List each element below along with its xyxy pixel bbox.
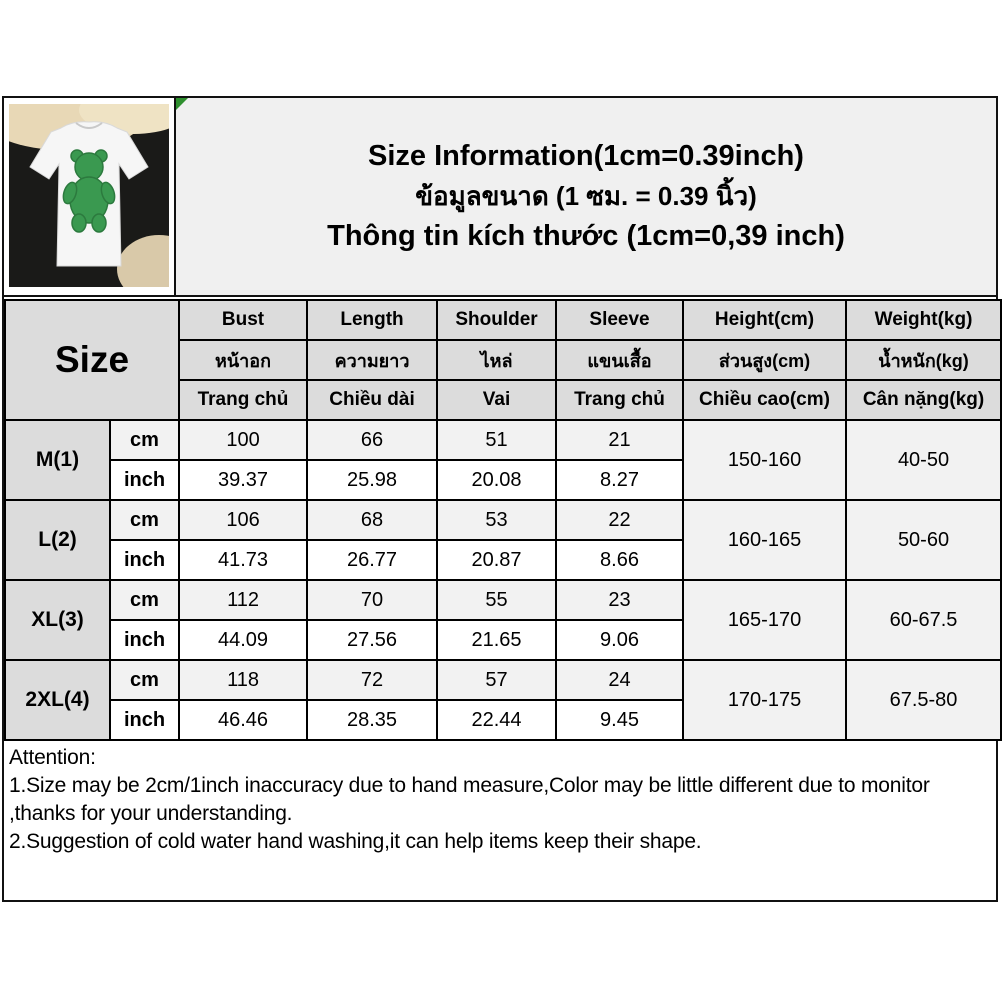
- measurement-value: 25.98: [307, 460, 437, 500]
- column-header-height-vi: Chiều cao(cm): [683, 380, 846, 420]
- title-english: Size Information(1cm=0.39inch): [368, 140, 804, 172]
- tshirt-bear-image: [9, 104, 169, 287]
- attention-heading: Attention:: [9, 746, 96, 769]
- measurement-value: 22.44: [437, 700, 556, 740]
- weight-range: 67.5-80: [846, 660, 1001, 740]
- measurement-value: 53: [437, 500, 556, 540]
- column-header-height-th: ส่วนสูง(cm): [683, 340, 846, 380]
- weight-range: 60-67.5: [846, 580, 1001, 660]
- table-row: [5, 660, 1001, 700]
- title-vietnamese: Thông tin kích thước (1cm=0,39 inch): [327, 220, 845, 252]
- attention-note-1: 1.Size may be 2cm/1inch inaccuracy due to hand measure,Color may be little different due to monitor ,thanks for your understanding.: [9, 774, 930, 825]
- height-range: 165-170: [683, 580, 846, 660]
- unit-label-inch: inch: [110, 540, 179, 580]
- column-header-weight-vi: Cân nặng(kg): [846, 380, 1001, 420]
- column-header-height: Height(cm): [683, 300, 846, 340]
- weight-range: 40-50: [846, 420, 1001, 500]
- unit-label-cm: cm: [110, 660, 179, 700]
- table-row: [5, 420, 1001, 460]
- table-row: [5, 580, 1001, 620]
- column-header-bust-th: หน้าอก: [179, 340, 307, 380]
- size-table: [4, 299, 1002, 741]
- column-header-shoulder-th: ไหล่: [437, 340, 556, 380]
- measurement-value: 112: [179, 580, 307, 620]
- measurement-value: 20.08: [437, 460, 556, 500]
- measurement-value: 9.45: [556, 700, 683, 740]
- product-photo: [4, 98, 176, 295]
- measurement-value: 27.56: [307, 620, 437, 660]
- unit-label-inch: inch: [110, 700, 179, 740]
- measurement-value: 21.65: [437, 620, 556, 660]
- unit-label-inch: inch: [110, 460, 179, 500]
- measurement-value: 41.73: [179, 540, 307, 580]
- weight-range: 50-60: [846, 500, 1001, 580]
- size-row-label: M(1): [5, 420, 110, 500]
- measurement-value: 20.87: [437, 540, 556, 580]
- unit-label-cm: cm: [110, 500, 179, 540]
- measurement-value: 66: [307, 420, 437, 460]
- table-row: [5, 500, 1001, 540]
- measurement-value: 100: [179, 420, 307, 460]
- title-area: [176, 98, 996, 295]
- attention-section: [4, 741, 996, 900]
- height-range: 170-175: [683, 660, 846, 740]
- column-header-shoulder: Shoulder: [437, 300, 556, 340]
- measurement-value: 8.66: [556, 540, 683, 580]
- header-row-english: [5, 300, 1001, 340]
- column-header-bust-vi: Trang chủ: [179, 380, 307, 420]
- size-row-label: 2XL(4): [5, 660, 110, 740]
- attention-note-2: 2.Suggestion of cold water hand washing,it can help items keep their shape.: [9, 830, 702, 853]
- measurement-value: 23: [556, 580, 683, 620]
- measurement-value: 9.06: [556, 620, 683, 660]
- column-header-sleeve: Sleeve: [556, 300, 683, 340]
- measurement-value: 51: [437, 420, 556, 460]
- height-range: 150-160: [683, 420, 846, 500]
- measurement-value: 28.35: [307, 700, 437, 740]
- unit-label-cm: cm: [110, 420, 179, 460]
- column-header-length-th: ความยาว: [307, 340, 437, 380]
- unit-label-inch: inch: [110, 620, 179, 660]
- size-row-label: L(2): [5, 500, 110, 580]
- column-header-sleeve-vi: Trang chủ: [556, 380, 683, 420]
- size-header-cell: Size: [5, 300, 179, 420]
- content-box: [2, 96, 998, 902]
- measurement-value: 8.27: [556, 460, 683, 500]
- measurement-value: 72: [307, 660, 437, 700]
- measurement-value: 26.77: [307, 540, 437, 580]
- column-header-sleeve-th: แขนเสื้อ: [556, 340, 683, 380]
- title-thai: ข้อมูลขนาด (1 ซม. = 0.39 นิ้ว): [415, 181, 757, 211]
- column-header-shoulder-vi: Vai: [437, 380, 556, 420]
- measurement-value: 70: [307, 580, 437, 620]
- column-header-weight: Weight(kg): [846, 300, 1001, 340]
- green-corner-icon: [176, 98, 188, 110]
- top-section: [4, 98, 996, 297]
- measurement-value: 21: [556, 420, 683, 460]
- measurement-value: 68: [307, 500, 437, 540]
- measurement-value: 39.37: [179, 460, 307, 500]
- column-header-length: Length: [307, 300, 437, 340]
- measurement-value: 57: [437, 660, 556, 700]
- measurement-value: 22: [556, 500, 683, 540]
- measurement-value: 106: [179, 500, 307, 540]
- column-header-length-vi: Chiều dài: [307, 380, 437, 420]
- measurement-value: 24: [556, 660, 683, 700]
- measurement-value: 55: [437, 580, 556, 620]
- column-header-bust: Bust: [179, 300, 307, 340]
- measurement-value: 44.09: [179, 620, 307, 660]
- column-header-weight-th: น้ำหนัก(kg): [846, 340, 1001, 380]
- measurement-value: 46.46: [179, 700, 307, 740]
- height-range: 160-165: [683, 500, 846, 580]
- size-row-label: XL(3): [5, 580, 110, 660]
- measurement-value: 118: [179, 660, 307, 700]
- unit-label-cm: cm: [110, 580, 179, 620]
